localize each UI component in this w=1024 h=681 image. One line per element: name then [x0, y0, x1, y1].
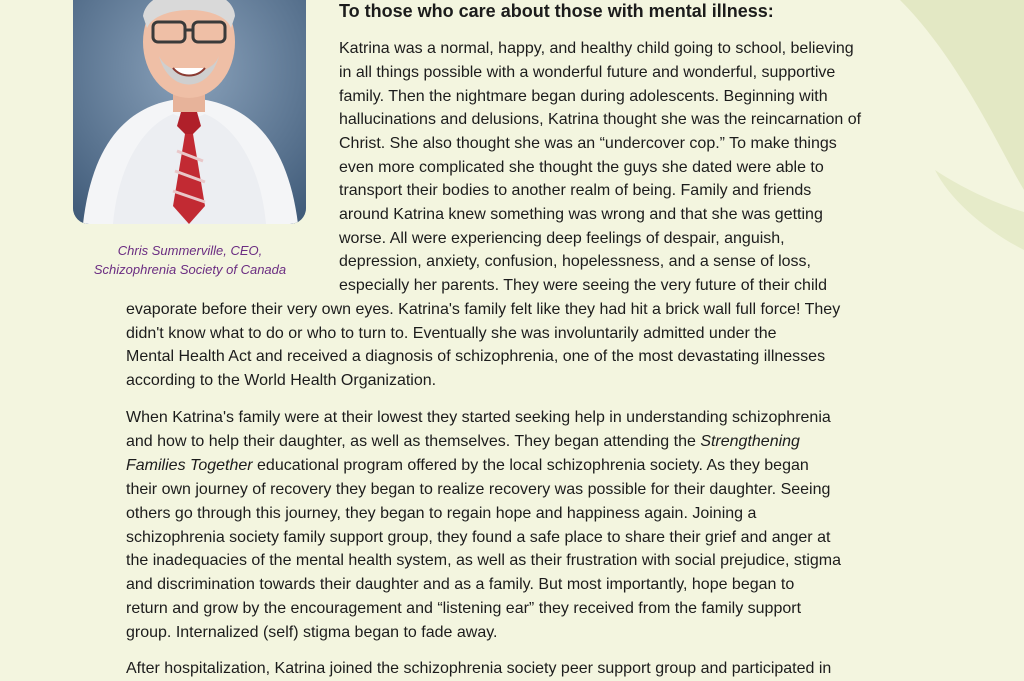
paragraph2-line: When Katrina's family were at their lowest they started seeking help in understanding schizophrenia [126, 409, 831, 426]
paragraph1-line: Mental Health Act and received a diagnosis of schizophrenia, one of the most devastating illnesses [126, 348, 826, 365]
paragraph2-line: the inadequacies of the mental health system, as well as their frustration with social prejudice, stigma [126, 552, 842, 569]
paragraph1-line: evaporate before their very own eyes. Katrina's family felt like they had hit a brick wall full force! They [126, 301, 841, 318]
paragraph2-line [126, 430, 800, 454]
paragraph2-line: return and grow by the encouragement and “listening ear” they received from the family support [126, 600, 802, 617]
letter-heading: To those who care about those with mental illness: [339, 1, 774, 21]
paragraph1-line: Katrina was a normal, happy, and healthy child going to school, believing [339, 40, 854, 57]
paragraph1-line: especially her parents. They were seeing the very future of their child [339, 277, 827, 294]
paragraph2-text: educational program offered by the local schizophrenia society. As they began [252, 457, 809, 474]
paragraph1-line: didn't know what to do or who to turn to. Eventually she was involuntarily admitted under the [126, 325, 777, 342]
paragraph1-line: hallucinations and delusions, Katrina thought she was the reincarnation of [339, 111, 862, 128]
caption-organization: Schizophrenia Society of Canada [93, 262, 287, 277]
paragraph2-line: and discrimination towards their daughter and as a family. But most importantly, hope began to [126, 576, 795, 593]
paragraph1-line: even more complicated she thought the guys she dated were able to [339, 159, 824, 176]
program-title-italic: Families Together [126, 457, 253, 474]
ceo-portrait-photo [73, 0, 306, 224]
paragraph1-line: depression, anxiety, confusion, hopelessness, and a sense of loss, [339, 253, 811, 270]
paragraph1-line: family. Then the nightmare began during adolescents. Beginning with [339, 88, 828, 105]
program-title-italic: Strengthening [700, 433, 800, 450]
paragraph1-line: according to the World Health Organization. [126, 372, 437, 389]
paragraph1-line: around Katrina knew something was wrong and that she was getting [339, 206, 823, 223]
paragraph2-line: group. Internalized (self) stigma began to fade away. [126, 624, 498, 641]
paragraph1-line: transport their bodies to another realm of being. Family and friends [339, 182, 812, 199]
paragraph2-text: and how to help their daughter, as well as themselves. They began attending the [126, 433, 701, 450]
paragraph1-line: in all things possible with a wonderful future and wonderful, supportive [339, 64, 836, 81]
paragraph2-line [126, 454, 809, 478]
paragraph2-line: others go through this journey, they began to regain hope and happiness again. Joining a [126, 505, 757, 522]
paragraph1-line: Christ. She also thought she was an “undercover cop.” To make things [339, 135, 837, 152]
paragraph1-line: worse. All were experiencing deep feelings of despair, anguish, [339, 230, 785, 247]
paragraph2-line: their own journey of recovery they began to realize recovery was possible for their daughter. Seeing [126, 481, 831, 498]
caption-name-title: Chris Summerville, CEO, [117, 243, 263, 258]
paragraph3-line: After hospitalization, Katrina joined the schizophrenia society peer support group and participated in [126, 660, 832, 677]
paragraph2-line: schizophrenia society family support group, they found a safe place to share their grief and anger at [126, 529, 831, 546]
portrait-caption [70, 241, 310, 279]
